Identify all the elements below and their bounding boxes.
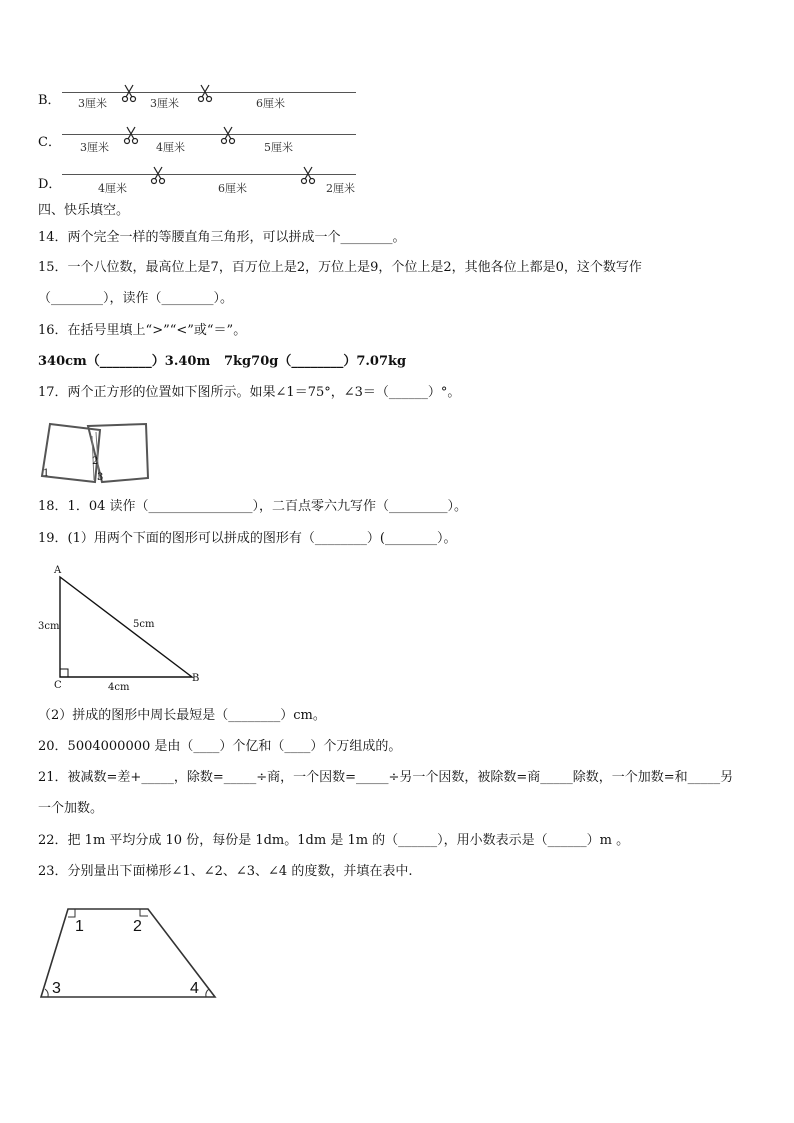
triangle-vertex-b: B: [192, 673, 200, 684]
section-title: 四、快乐填空。: [38, 203, 130, 218]
question-18: 18．1．04 读作（________________），二百点零六九写作（_________）。: [38, 499, 467, 514]
trapezoid-angle-label-4: 4: [190, 980, 199, 997]
option-d-segment-3: 2厘米: [326, 182, 355, 195]
option-b-label: B．: [38, 93, 61, 108]
question-17: 17．两个正方形的位置如下图所示。如果∠1＝75°，∠3＝（______）°。: [38, 385, 461, 400]
scissors-icon: [197, 84, 213, 102]
option-d-segment-1: 4厘米: [98, 182, 127, 195]
triangle-side-ab: 5cm: [133, 619, 155, 630]
option-b-segment-2: 3厘米: [150, 97, 179, 110]
option-b-segment-3: 6厘米: [256, 97, 285, 110]
option-c-segment-2: 4厘米: [156, 141, 185, 154]
scissors-icon: [121, 84, 137, 102]
question-19-part-1: 19．(1）用两个下面的图形可以拼成的图形有（________）(________）。: [38, 531, 457, 546]
option-c-label: C．: [38, 135, 61, 150]
question-23: 23．分别量出下面梯形∠1、∠2、∠3、∠4 的度数，并填在表中.: [38, 864, 413, 879]
question-15-line-2: （________），读作（________）。: [38, 291, 234, 306]
question-19-part-2: （2）拼成的图形中周长最短是（________）cm。: [38, 708, 326, 723]
scissors-icon: [220, 126, 236, 144]
trapezoid-angle-label-2: 2: [133, 918, 142, 935]
triangle-side-ac: 3cm: [38, 621, 60, 632]
scissors-icon: [123, 126, 139, 144]
option-d-label: D．: [38, 177, 62, 192]
question-16: 16．在括号里填上“>”“<”或“＝”。: [38, 323, 247, 338]
option-c-segment-3: 5厘米: [264, 141, 293, 154]
question-22: 22．把 1m 平均分成 10 份，每份是 1dm。1dm 是 1m 的（______），用小数表示是（______）m 。: [38, 833, 630, 848]
question-20: 20．5004000000 是由（____）个亿和（____）个万组成的。: [38, 739, 402, 754]
scissors-icon: [150, 166, 166, 184]
two-squares-figure: [38, 420, 153, 486]
option-d-segment-2: 6厘米: [218, 182, 247, 195]
q17-angle-label-2: 2: [92, 456, 99, 467]
question-14: 14．两个完全一样的等腰直角三角形，可以拼成一个________。: [38, 230, 406, 245]
triangle-vertex-a: A: [54, 565, 62, 576]
question-16-compare-b: 7kg70g（________）7.07kg: [224, 354, 407, 369]
question-15-line-1: 15．一个八位数，最高位上是7，百万位上是2，万位上是9，个位上是2，其他各位上都是0，这个数写作: [38, 260, 642, 275]
triangle-side-cb: 4cm: [108, 682, 130, 693]
trapezoid-angle-label-3: 3: [52, 980, 61, 997]
scissors-icon: [300, 166, 316, 184]
option-b-segment-1: 3厘米: [78, 97, 107, 110]
question-21-line-1: 21．被减数=差+_____，除数=_____÷商，一个因数=_____÷另一个因数，被除数=商_____除数，一个加数=和_____另: [38, 770, 734, 785]
q17-angle-label-1: 1: [43, 468, 50, 479]
trapezoid-angle-label-1: 1: [75, 918, 84, 935]
triangle-vertex-c: C: [54, 680, 62, 691]
question-16-compare-a: 340cm（________）3.40m: [38, 354, 211, 369]
option-c-segment-1: 3厘米: [80, 141, 109, 154]
question-21-line-2: 一个加数。: [38, 801, 104, 816]
q17-angle-label-3: 3: [97, 472, 104, 483]
option-c-rope: [62, 134, 356, 135]
